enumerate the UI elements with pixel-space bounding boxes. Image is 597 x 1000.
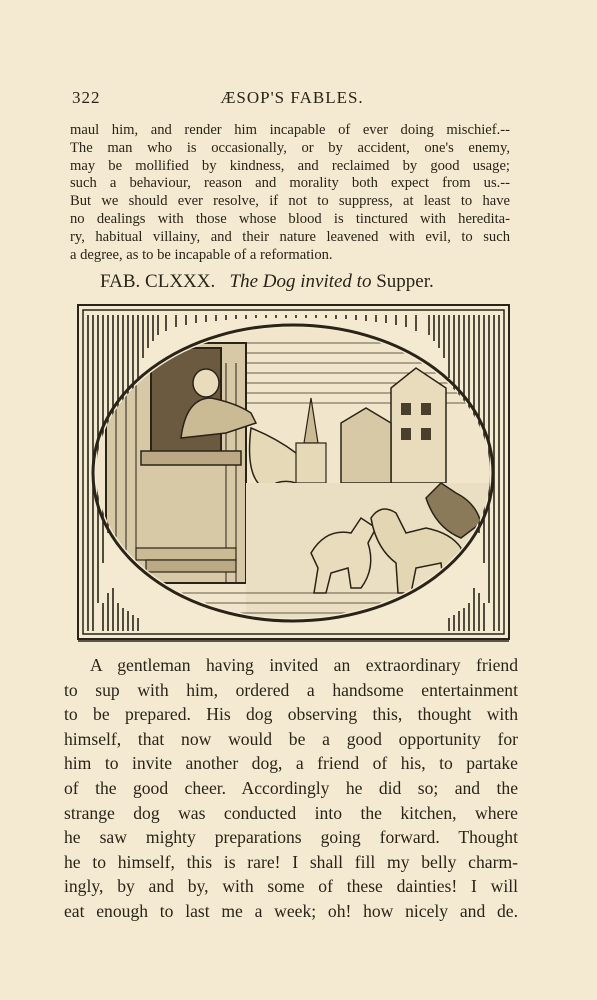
text-line: of the good cheer. Accordingly he did so; and the [64,777,518,798]
text-line: he to himself, this is rare! I shall fill my belly charm- [64,851,518,872]
text-line: eat enough to last me a week; oh! how nicely and de. [64,900,518,921]
text-line: to be prepared. His dog observing this, thought with [64,704,518,725]
text-line: he saw mighty preparations going forward. Thought [64,827,518,848]
fable-title-part2: invited to [300,271,372,292]
text-line: ingly, by and by, with some of these dainties! I will [64,876,518,897]
text-line: A gentleman having invited an extraordinary friend [90,655,518,675]
text-line: The man who is occasionally, or by accident, one's enemy, [70,139,510,156]
page-number: 322 [72,88,101,107]
text-line: may be mollified by kindness, and reclaimed by good usage; [70,157,510,174]
text-line: such a behaviour, reason and morality both expect from us.-- [70,175,510,192]
text-line: maul him, and render him incapable of ever doing mischief.-- [70,122,510,138]
fable-number: FAB. CLXXX. [100,271,216,292]
text-line: But we should ever resolve, if not to suppress, at least to have [70,193,510,210]
body-paragraph [64,653,518,924]
fable-heading [100,271,500,293]
running-head [72,88,512,112]
text-line: himself, that now would be a good opportunity for [64,728,518,749]
fable-title-part3: Supper. [376,271,434,292]
text-line: a degree, as to be incapable of a reformation. [70,246,333,263]
running-title: ÆSOP'S FABLES. [220,88,364,107]
text-line: no dealings with those whose blood is tinctured with heredita- [70,210,510,227]
top-paragraph [70,122,510,264]
woodcut-illustration-icon [76,303,511,643]
text-line: strange dog was conducted into the kitchen, where [64,802,518,823]
text-line: to sup with him, ordered a handsome entertainment [64,679,518,700]
text-line: him to invite another dog, a friend of his, to partake [64,753,518,774]
text-line: ry, habitual villainy, and their nature leavened with evil, to such [70,228,510,245]
fable-title-part1: The Dog [229,271,296,292]
